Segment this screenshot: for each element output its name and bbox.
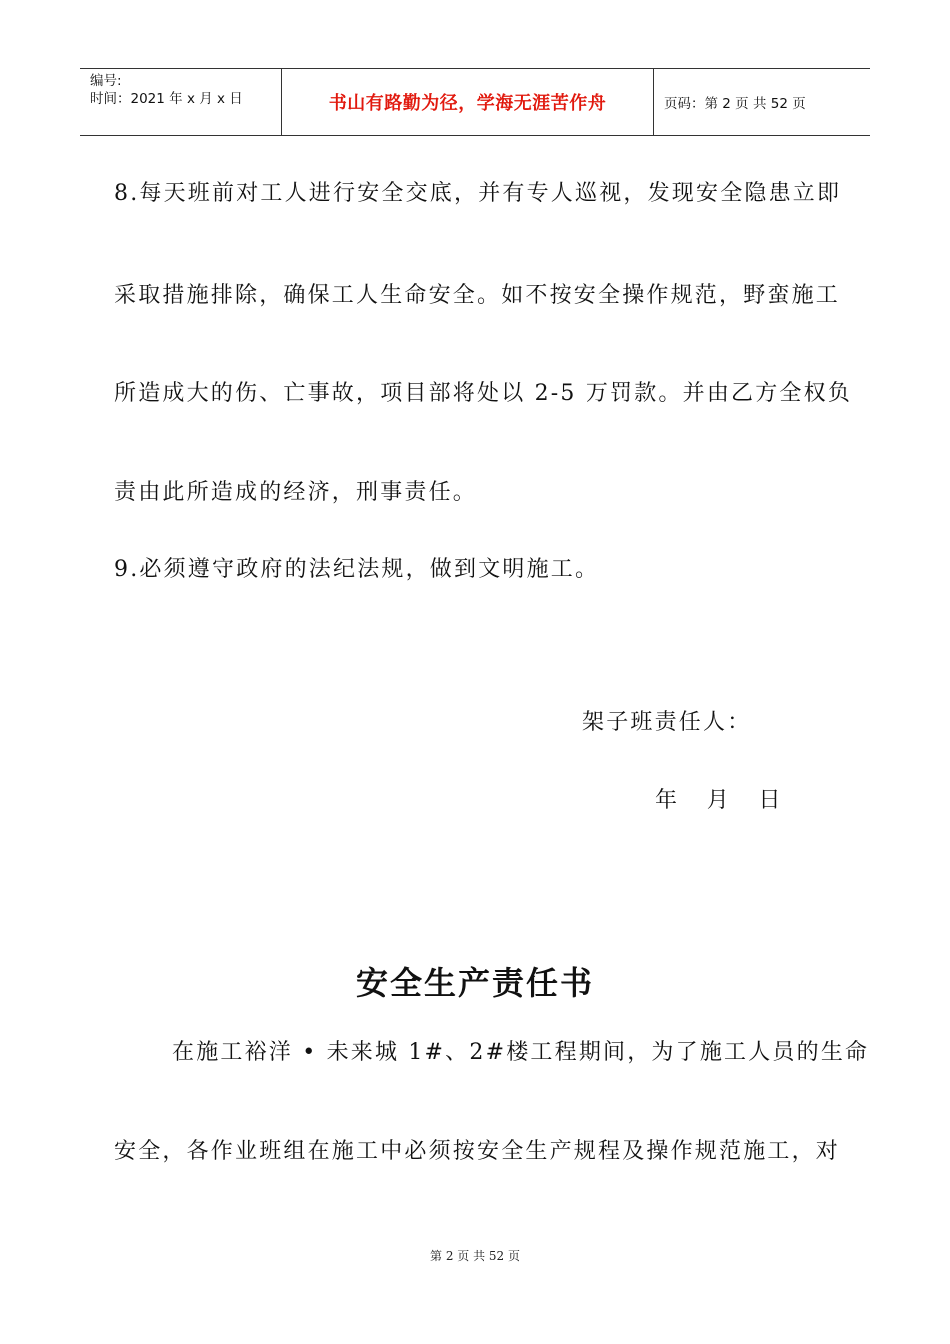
item8-line-1: 8.每天班前对工人进行安全交底，并有专人巡视，发现安全隐患立即 xyxy=(114,181,842,206)
date-label: 时间：2021 年 x 月 x 日 xyxy=(90,91,243,107)
section-title: 安全生产责任书 xyxy=(355,964,594,1002)
header-page-cell xyxy=(654,69,870,135)
item8-line-4: 责由此所造成的经济，刑事责任。 xyxy=(114,480,478,505)
header-meta-cell xyxy=(80,69,282,135)
document-header xyxy=(80,68,870,136)
section-para-line-1: 在施工裕洋 • 未来城 1#、2#楼工程期间，为了施工人员的生命 xyxy=(172,1040,870,1065)
serial-number-label: 编号: xyxy=(90,73,122,89)
section-para-line-2: 安全，各作业班组在施工中必须按安全生产规程及操作规范施工，对 xyxy=(114,1139,841,1164)
item8-line-2: 采取措施排除，确保工人生命安全。如不按安全操作规范，野蛮施工 xyxy=(114,283,841,308)
header-motto-cell xyxy=(282,69,654,135)
item9-line: 9.必须遵守政府的法纪法规，做到文明施工。 xyxy=(114,557,600,582)
item8-line-3: 所造成大的伤、亡事故，项目部将处以 2-5 万罚款。并由乙方全权负 xyxy=(114,381,853,406)
header-page-info: 页码：第 2 页 共 52 页 xyxy=(664,96,806,112)
motto-text: 书山有路勤为径，学海无涯苦作舟 xyxy=(328,93,607,114)
date-line: 年 月 日 xyxy=(655,788,783,813)
page-footer: 第 2 页 共 52 页 xyxy=(430,1249,520,1263)
signer-label: 架子班责任人： xyxy=(582,710,752,735)
